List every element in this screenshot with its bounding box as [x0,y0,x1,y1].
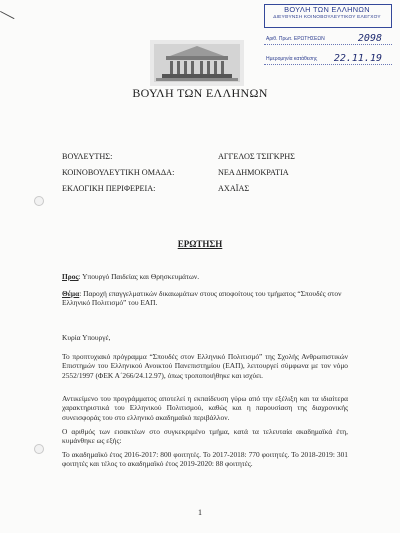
party-label: ΚΟΙΝΟΒΟΥΛΕΥΤΙΚΗ ΟΜΑΔΑ: [62,168,175,177]
scan-mark-icon: ╲ [0,7,15,23]
subject-label: Θέμα [62,289,80,298]
punch-hole [34,196,44,206]
stamp-subtitle: ΔΙΕΥΘΥΝΣΗ ΚΟΙΝΟΒΟΥΛΕΥΤΙΚΟΥ ΕΛΕΓΧΟΥ [273,15,381,20]
page-number: 1 [198,508,202,517]
party-name: ΝΕΑ ΔΗΜΟΚΡΑΤΙΑ [218,168,289,177]
stamp-date-row [264,48,392,65]
document-heading: ΕΡΩΤΗΣΗ [177,239,223,249]
paragraph: Αντικείμενο του προγράμματος αποτελεί η εκπαίδευση γύρω από την εξέλιξη και τα ιδιαίτερα χαρακτηριστικά του Ελληνικού Πολιτισμού, καθώς και η παρουσίαση της διαχρονικής συνεισφοράς του στο ελληνικό ακαδημαϊκό περιβάλλον. [62,394,348,422]
paragraph: Ο αριθμός των εισακτέων στο συγκεκριμένο τμήμα, κατά τα τελευταία ακαδημαϊκά έτη, κυμάνθηκε ως εξής: [62,427,348,446]
mp-label: ΒΟΥΛΕΥΤΗΣ: [62,152,113,161]
mp-name: ΑΓΓΕΛΟΣ ΤΣΙΓΚΡΗΣ [218,152,295,161]
parliament-building-logo [150,40,244,86]
recipient-line [62,272,348,281]
receipt-stamp [256,4,396,74]
paragraph: Το προπτυχιακό πρόγραμμα “Σπουδές στον Ελληνικό Πολιτισμό” της Σχολής Ανθρωπιστικών Επιστημών του Ελληνικού Ανοικτού Πανεπιστημίου (ΕΑΠ), λειτουργεί σύμφωνα με τον νόμο 2552/1997 (ΦΕΚ Α΄266/24.12.97), όπως τροποποιήθηκε και ισχύει. [62,352,348,380]
punch-hole [34,444,44,454]
stamp-date-label: Ημερομηνία κατάθεσης [266,56,318,62]
salutation: Κυρία Υπουργέ, [62,333,111,342]
stamp-date-value: 22.11.19 [333,53,382,64]
subject-line [62,289,348,308]
parliament-title: ΒΟΥΛΗ ΤΩΝ ΕΛΛΗΝΩΝ [132,86,268,100]
paragraph: Το ακαδημαϊκό έτος 2016-2017: 800 φοιτητές. Το 2017-2018: 770 φοιτητές. Το 2018-2019: 301 φοιτητές και τέλος το ακαδημαϊκό έτος 2019-2020: 88 φοιτητές. [62,450,348,469]
recipient-value: : Υπουργό Παιδείας και Θρησκευμάτων. [78,272,200,281]
stamp-number-row [264,28,392,45]
subject-value: : Παροχή επαγγελματικών δικαιωμάτων στους αποφοίτους του τμήματος “Σπουδές στον Ελληνικό Πολιτισμό” του ΕΑΠ. [62,289,342,308]
stamp-title: ΒΟΥΛΗ ΤΩΝ ΕΛΛΗΝΩΝ [284,5,370,14]
constituency-label: ΕΚΛΟΓΙΚΗ ΠΕΡΙΦΕΡΕΙΑ: [62,184,156,193]
stamp-number-value: 2098 [357,33,382,44]
recipient-label: Προς [62,272,79,281]
constituency-name: ΑΧΑΪΑΣ [218,184,250,193]
stamp-number-label: Αριθ. Πρωτ. ΕΡΩΤΗΣΕΩΝ [266,36,325,42]
